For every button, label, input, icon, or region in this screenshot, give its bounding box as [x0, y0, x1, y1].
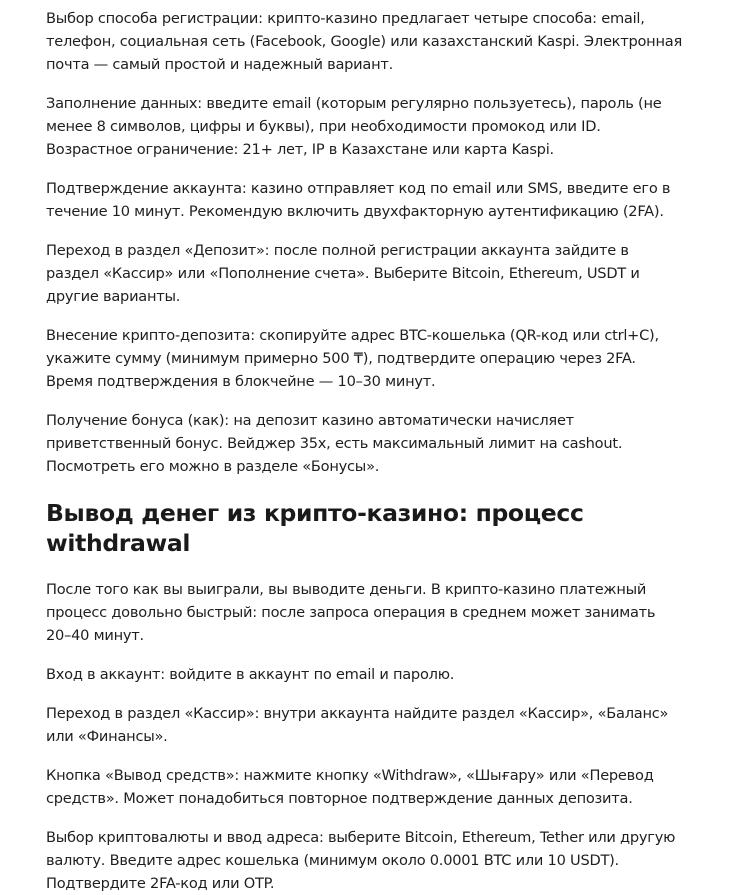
paragraph-withdrawal-intro: После того как вы выиграли, вы выводите деньги. В крипто-казино платежный процесс довольно быстрый: после запроса операция в среднем может занимать 20–40 минут. [46, 581, 656, 644]
paragraph-fill-data: Заполнение данных: введите email (которым регулярно пользуетесь), пароль (не менее 8 символов, цифры и буквы), при необходимости промокод или ID. Возрастное ограничение: 21+ лет, IP в Казахстане или карта Kaspi. [46, 95, 662, 158]
paragraph-crypto-address: Выбор криптовалюты и ввод адреса: выберите Bitcoin, Ethereum, Tether или другую валюту. Введите адрес кошелька (минимум около 0.0001 BTC или 10 USDT). Подтвердите 2FA-код или OTP. [46, 829, 676, 892]
paragraph-cashier-section: Переход в раздел «Кассир»: внутри аккаунта найдите раздел «Кассир», «Баланс» или «Финансы». [46, 705, 669, 745]
section-heading-withdrawal: Вывод денег из крипто-казино: процесс withdrawal [46, 499, 584, 557]
paragraph-registration-method: Выбор способа регистрации: крипто-казино предлагает четыре способа: email, телефон, социальная сеть (Facebook, Google) или казахстанский Kaspi. Электронная почта — самый простой и надежный вариант. [46, 10, 682, 73]
paragraph-login: Вход в аккаунт: войдите в аккаунт по email и паролю. [46, 666, 455, 683]
paragraph-withdraw-button: Кнопка «Вывод средств»: нажмите кнопку «Withdraw», «Шығару» или «Перевод средств». Может понадобиться повторное подтверждение данных депозита. [46, 767, 654, 807]
paragraph-deposit-section: Переход в раздел «Депозит»: после полной регистрации аккаунта зайдите в раздел «Кассир» или «Пополнение счета». Выберите Bitcoin, Ethereum, USDT и другие варианты. [46, 242, 640, 305]
paragraph-bonus: Получение бонуса (как): на депозит казино автоматически начисляет приветственный бонус. Вейджер 35x, есть максимальный лимит на cashout. Посмотреть его можно в разделе «Бонусы». [46, 412, 623, 475]
paragraph-account-confirmation: Подтверждение аккаунта: казино отправляет код по email или SMS, введите его в течение 10 минут. Рекомендую включить двухфакторную аутентификацию (2FA). [46, 180, 671, 220]
paragraph-crypto-deposit: Внесение крипто-депозита: скопируйте адрес BTC-кошелька (QR-код или ctrl+C), укажите сумму (минимум примерно 500 ₸), подтвердите операцию через 2FA. Время подтверждения в блокчейне — 10–30 минут. [46, 327, 659, 390]
